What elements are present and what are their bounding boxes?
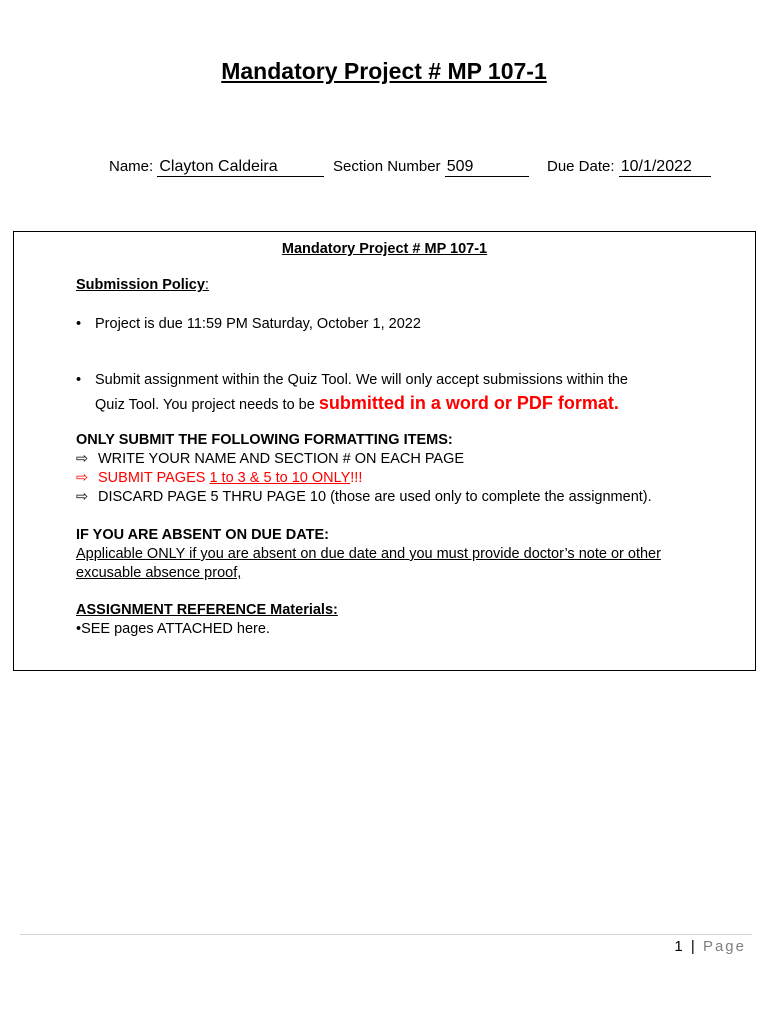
bullet-icon: •	[76, 372, 82, 388]
formatting-items-heading: ONLY SUBMIT THE FOLLOWING FORMATTING ITEMS:	[76, 432, 453, 448]
bullet-submit-line2	[95, 392, 619, 416]
formatting-item-pages	[76, 469, 362, 487]
page-title: Mandatory Project # MP 107-1	[221, 58, 547, 84]
right-outline-arrow-icon: ⇨	[76, 470, 89, 486]
bullet-due-time-text: Project is due 11:59 PM Saturday, October 1, 2022	[95, 316, 421, 332]
page-footer	[674, 938, 746, 955]
submission-policy-colon: :	[204, 277, 209, 293]
name-line	[109, 158, 324, 177]
bullet-submit-text: Submit assignment within the Quiz Tool. We will only accept submissions within the	[95, 372, 628, 388]
section-label: Section Number	[333, 158, 441, 175]
submission-policy-heading	[76, 276, 209, 294]
due-date-value: 10/1/2022	[619, 158, 711, 177]
page-label: Page	[702, 938, 746, 955]
reference-line: •SEE pages ATTACHED here.	[76, 621, 270, 637]
absent-heading: IF YOU ARE ABSENT ON DUE DATE:	[76, 527, 329, 543]
section-value: 509	[445, 158, 529, 177]
right-outline-arrow-icon: ⇨	[76, 451, 89, 467]
format-emphasis: submitted in a word or PDF format.	[318, 393, 619, 413]
bullet-submit-line1	[76, 371, 628, 389]
formatting-item-discard	[76, 488, 652, 506]
formatting-item-name	[76, 450, 464, 468]
instructions-box	[13, 231, 756, 671]
bullet-submit-text-2: Quiz Tool. You project needs to be	[95, 397, 315, 413]
footer-divider	[20, 934, 752, 935]
due-date-line	[547, 158, 711, 177]
due-date-label: Due Date:	[547, 158, 615, 175]
absent-line-2: excusable absence proof,	[76, 565, 242, 581]
name-label: Name:	[109, 158, 154, 175]
formatting-item-name-text: WRITE YOUR NAME AND SECTION # ON EACH PAGE	[98, 451, 465, 467]
box-title: Mandatory Project # MP 107-1	[281, 241, 488, 257]
page-separator: |	[684, 938, 703, 955]
formatting-item-pages-prefix: SUBMIT PAGES	[98, 470, 210, 486]
page-number: 1	[674, 938, 685, 955]
formatting-item-pages-suffix: !!!	[350, 470, 363, 486]
formatting-item-pages-range: 1 to 3 & 5 to 10 ONLY	[209, 470, 351, 486]
absent-line-1: Applicable ONLY if you are absent on due date and you must provide doctor’s note or other	[76, 546, 661, 562]
bullet-due-time	[76, 315, 421, 333]
bullet-icon: •	[76, 316, 82, 332]
right-outline-arrow-icon: ⇨	[76, 489, 89, 505]
name-value: Clayton Caldeira	[157, 158, 324, 177]
section-line	[333, 158, 529, 177]
reference-heading: ASSIGNMENT REFERENCE Materials:	[76, 602, 338, 618]
submission-policy-label: Submission Policy	[76, 277, 205, 293]
formatting-item-discard-text: DISCARD PAGE 5 THRU PAGE 10 (those are used only to complete the assignment).	[98, 489, 652, 505]
